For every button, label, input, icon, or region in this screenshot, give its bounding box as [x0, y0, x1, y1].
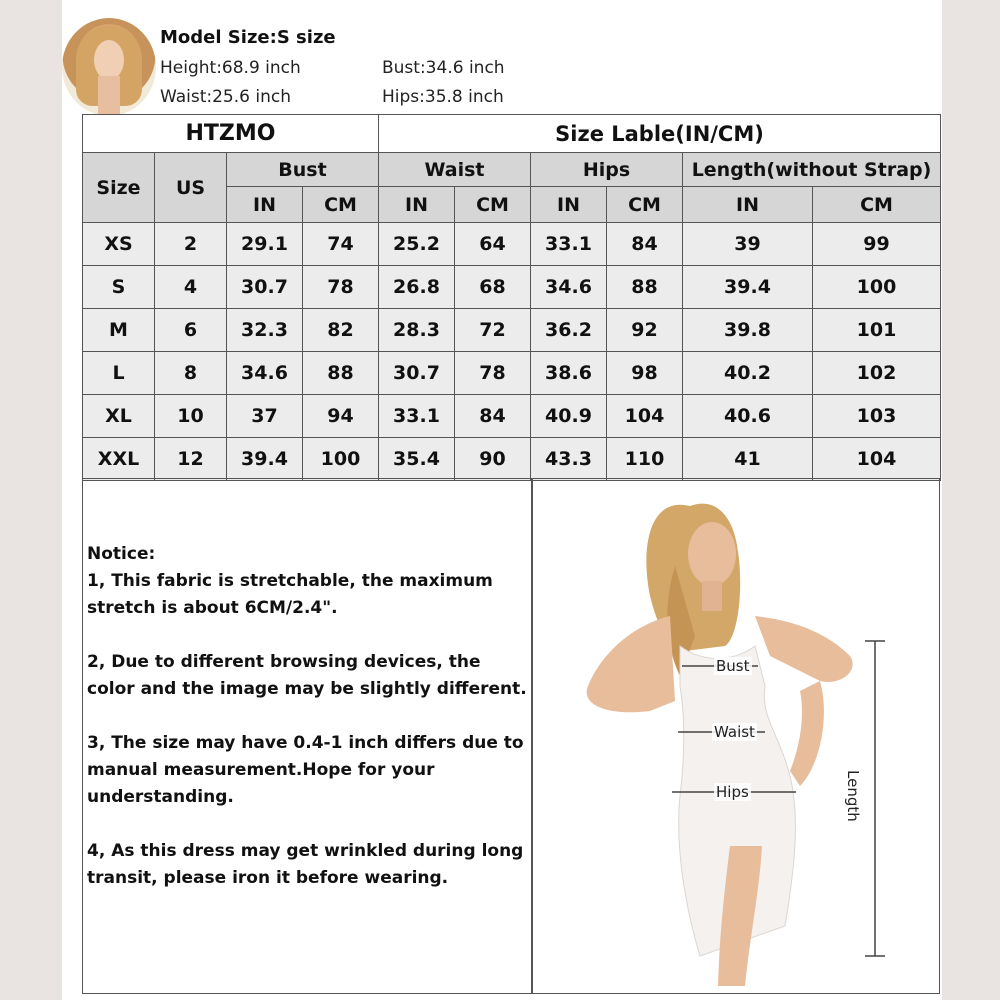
table-cell: 40.6 — [683, 395, 813, 438]
table-cell: 103 — [813, 395, 941, 438]
size-table — [82, 114, 941, 481]
subheader-cm: CM — [455, 187, 531, 223]
figure-label-waist: Waist — [714, 723, 755, 741]
table-cell: 34.6 — [531, 266, 607, 309]
table-cell: 29.1 — [227, 223, 303, 266]
table-cell: 34.6 — [227, 352, 303, 395]
model-hips: Hips:35.8 inch — [382, 87, 504, 107]
header-length: Length(without Strap) — [683, 153, 941, 187]
table-cell: 104 — [607, 395, 683, 438]
notice-item-4: 4, As this dress may get wrinkled during long transit, please iron it before wearing. — [87, 841, 524, 888]
table-cell: 104 — [813, 438, 941, 481]
subheader-in: IN — [227, 187, 303, 223]
table-row — [83, 223, 941, 266]
table-cell: 84 — [607, 223, 683, 266]
table-cell: 88 — [607, 266, 683, 309]
table-cell: 30.7 — [379, 352, 455, 395]
table-cell: 25.2 — [379, 223, 455, 266]
table-cell: XS — [83, 223, 155, 266]
table-cell: 6 — [155, 309, 227, 352]
table-cell: 26.8 — [379, 266, 455, 309]
table-row — [83, 309, 941, 352]
table-cell: 92 — [607, 309, 683, 352]
table-cell: 35.4 — [379, 438, 455, 481]
table-cell: 68 — [455, 266, 531, 309]
table-cell: 33.1 — [531, 223, 607, 266]
table-cell: 78 — [303, 266, 379, 309]
table-row — [83, 266, 941, 309]
subheader-in: IN — [531, 187, 607, 223]
notice-item-2: 2, Due to different browsing devices, the color and the image may be slightly different. — [87, 652, 527, 699]
table-cell: 90 — [455, 438, 531, 481]
table-cell: 94 — [303, 395, 379, 438]
table-cell: 39.4 — [227, 438, 303, 481]
table-cell: 39 — [683, 223, 813, 266]
table-cell: S — [83, 266, 155, 309]
header-hips: Hips — [531, 153, 683, 187]
table-cell: M — [83, 309, 155, 352]
notice-block — [87, 541, 527, 919]
table-cell: 39.4 — [683, 266, 813, 309]
table-row — [83, 395, 941, 438]
table-cell: 40.9 — [531, 395, 607, 438]
model-dress-illustration — [500, 486, 920, 992]
table-cell: 40.2 — [683, 352, 813, 395]
header-waist: Waist — [379, 153, 531, 187]
table-cell: 33.1 — [379, 395, 455, 438]
table-cell: 102 — [813, 352, 941, 395]
table-cell: 10 — [155, 395, 227, 438]
table-cell: 12 — [155, 438, 227, 481]
table-cell: 37 — [227, 395, 303, 438]
size-label-title: Size Lable(IN/CM) — [379, 115, 941, 153]
table-cell: 28.3 — [379, 309, 455, 352]
header-bust: Bust — [227, 153, 379, 187]
table-cell: 8 — [155, 352, 227, 395]
table-cell: 74 — [303, 223, 379, 266]
table-cell: 88 — [303, 352, 379, 395]
table-cell: 4 — [155, 266, 227, 309]
header-us: US — [155, 153, 227, 223]
notice-item-3: 3, The size may have 0.4-1 inch differs due to manual measurement.Hope for your understanding. — [87, 733, 524, 807]
table-cell: XXL — [83, 438, 155, 481]
table-cell: 78 — [455, 352, 531, 395]
table-cell: 100 — [813, 266, 941, 309]
model-size-title: Model Size:S size — [160, 27, 336, 48]
notice-heading: Notice: — [87, 544, 156, 564]
table-cell: 101 — [813, 309, 941, 352]
subheader-cm: CM — [813, 187, 941, 223]
table-cell: 32.3 — [227, 309, 303, 352]
table-cell: XL — [83, 395, 155, 438]
table-cell: 110 — [607, 438, 683, 481]
figure-label-bust: Bust — [716, 657, 750, 675]
table-cell: 38.6 — [531, 352, 607, 395]
table-cell: 100 — [303, 438, 379, 481]
model-height: Height:68.9 inch — [160, 58, 301, 78]
table-cell: 43.3 — [531, 438, 607, 481]
subheader-in: IN — [683, 187, 813, 223]
figure-label-length: Length — [844, 770, 862, 822]
header-size: Size — [83, 153, 155, 223]
subheader-in: IN — [379, 187, 455, 223]
subheader-cm: CM — [303, 187, 379, 223]
table-cell: 82 — [303, 309, 379, 352]
table-row — [83, 438, 941, 481]
table-cell: 36.2 — [531, 309, 607, 352]
table-row — [83, 352, 941, 395]
table-cell: 2 — [155, 223, 227, 266]
figure-label-hips: Hips — [716, 783, 749, 801]
subheader-cm: CM — [607, 187, 683, 223]
brand-name: HTZMO — [83, 115, 379, 153]
table-cell: 72 — [455, 309, 531, 352]
table-cell: 64 — [455, 223, 531, 266]
table-cell: 41 — [683, 438, 813, 481]
table-cell: 84 — [455, 395, 531, 438]
table-cell: 98 — [607, 352, 683, 395]
table-cell: 30.7 — [227, 266, 303, 309]
model-bust: Bust:34.6 inch — [382, 58, 505, 78]
table-cell: 39.8 — [683, 309, 813, 352]
notice-item-1: 1, This fabric is stretchable, the maximum stretch is about 6CM/2.4". — [87, 571, 493, 618]
table-cell: L — [83, 352, 155, 395]
model-waist: Waist:25.6 inch — [160, 87, 291, 107]
model-avatar — [62, 18, 156, 116]
table-cell: 99 — [813, 223, 941, 266]
